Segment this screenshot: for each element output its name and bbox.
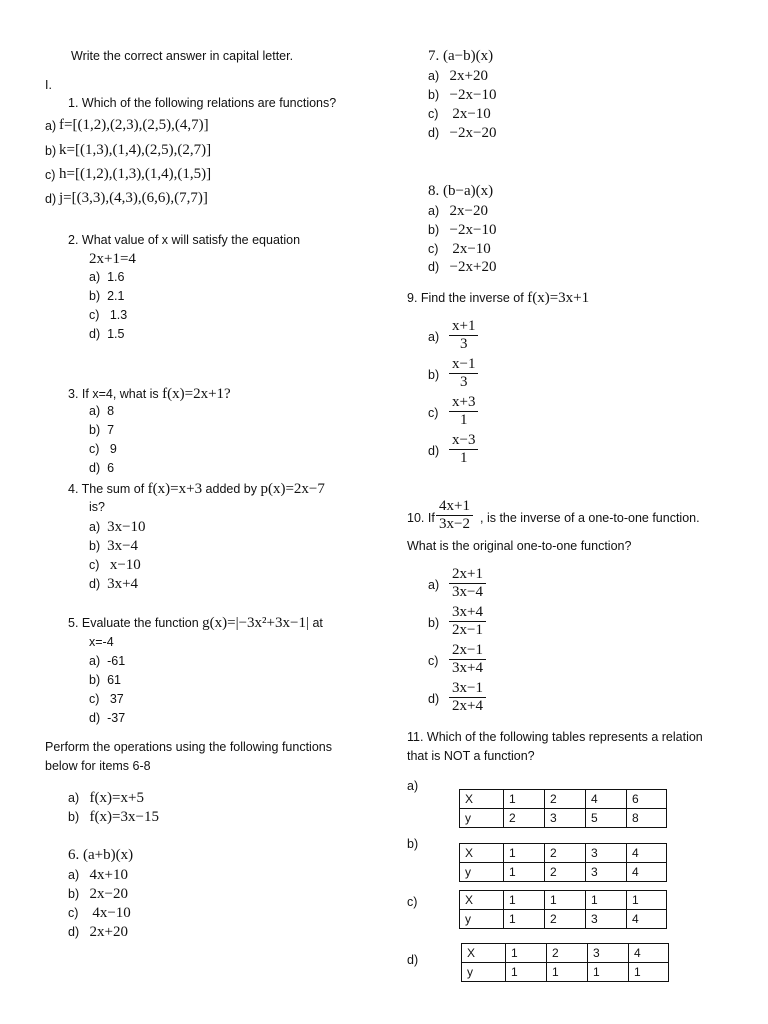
q5-option-a [89,654,125,670]
option-value: 7 [107,423,115,437]
option-value: −2x+20 [449,259,497,275]
option-value: 2x−20 [89,886,129,902]
option-label: a) [89,404,101,418]
option-label: a) [89,270,101,284]
option-label: a) [89,520,101,534]
option-label: a) [89,654,101,668]
option-label: d) [68,925,80,939]
option-label: b) [89,289,101,303]
option-value: 2x+20 [89,924,129,940]
option-value: 2.1 [107,289,125,303]
q4-stem-end: is? [89,500,105,514]
q10-question: What is the original one-to-one function? [407,539,632,553]
q9-option-b-fraction [449,356,478,391]
table-cell: 1 [504,863,545,882]
option-label: d) [45,192,57,206]
q7-option-a [428,67,488,86]
fraction-denominator: 3 [459,373,468,390]
option-label: a) [428,69,440,83]
option-value: 2x−10 [452,241,491,257]
fraction-numerator: 2x+1 [449,566,486,584]
q11-table-c-label: c) [407,895,418,909]
option-expression: j=[(3,3),(4,3),(6,6),(7,7)] [59,190,208,206]
table-row-y [460,910,667,929]
q5-stem-end: x=-4 [89,635,114,649]
table-header-cell: y [460,910,504,929]
q3-stem-expression: f(x)=2x+1? [162,386,231,402]
q10-option-c-fraction [449,642,486,677]
option-label: d) [428,126,440,140]
q10-option-d-fraction [449,680,486,715]
option-value: x−10 [109,557,141,573]
q9-option-c-fraction [449,394,478,429]
option-label: b) [89,539,101,553]
option-expression: h=[(1,2),(1,3),(1,4),(1,5)] [59,166,212,182]
option-value: 61 [107,673,121,687]
instruction-text: Write the correct answer in capital letter. [71,49,294,63]
table-cell: 1 [586,891,627,910]
option-value: 37 [109,692,124,706]
perform-text-line-1: Perform the operations using the following functions [45,740,332,754]
option-value: 9 [109,442,117,456]
q3-option-a [89,404,114,420]
q1-stem: 1. Which of the following relations are functions? [68,96,337,110]
table-cell: 3 [586,910,627,929]
option-value: 2x+20 [449,68,489,84]
table-cell: 2 [545,910,586,929]
option-label: d) [89,327,101,341]
option-label: c) [89,558,100,572]
fraction-denominator: 3x−2 [439,515,470,532]
q8-option-b [428,221,496,240]
option-value: 3x+4 [107,576,139,592]
table-header-cell: X [460,790,504,809]
table-cell: 4 [627,863,667,882]
q2-option-c [89,308,127,324]
q10-prefix: 10. If [407,511,435,525]
option-label: a) [428,204,440,218]
table-header-cell: X [460,844,504,863]
q5-option-b [89,673,121,689]
q3-stem-text: 3. If x=4, what is [68,387,163,401]
table-cell: 1 [504,790,545,809]
fraction-numerator: x−3 [449,432,478,450]
q5-stem-expression: g(x)=|−3x²+3x−1| [202,615,309,631]
table-row-x [460,790,667,809]
table-cell: 3 [586,844,627,863]
q11-table-c [459,890,667,929]
q8-stem: 8. (b−a)(x) [428,183,494,199]
table-cell: 1 [504,910,545,929]
option-value: 4x−10 [92,905,131,921]
fraction-numerator: x+1 [449,318,478,336]
q9-option-d-fraction [449,432,478,467]
perform-text-line-2: below for items 6-8 [45,759,151,773]
q5-stem-at: at [308,616,323,630]
q7-option-d [428,124,496,143]
option-label: c) [89,442,100,456]
option-value: 1.5 [107,327,125,341]
q10-option-d-label: d) [428,692,440,706]
table-cell: 2 [504,809,545,828]
option-value: 4x+10 [89,867,129,883]
table-row-x [460,844,667,863]
option-label: a) [45,119,57,133]
option-label: b) [428,88,440,102]
q9-option-b-label: b) [428,368,440,382]
table-cell: 2 [545,844,586,863]
option-label: b) [45,144,57,158]
q2-option-a [89,270,124,286]
table-cell: 1 [506,963,547,982]
q11-table-b-label: b) [407,837,419,851]
q4-option-a [89,518,146,537]
table-header-cell: y [460,863,504,882]
table-header-cell: y [460,809,504,828]
q9-option-c-label: c) [428,406,439,420]
q4-stem-mid: added by [202,482,261,496]
option-label: a) [68,791,80,805]
q5-stem-text: 5. Evaluate the function [68,616,203,630]
function-b [68,808,159,827]
table-row-y [462,963,669,982]
q4-stem-expression-2: p(x)=2x−7 [260,481,325,497]
fraction-denominator: 3 [459,335,468,352]
fraction-denominator: 1 [459,449,468,466]
option-label: d) [89,711,101,725]
q10-option-c-label: c) [428,654,439,668]
fraction-numerator: 3x+4 [449,604,486,622]
q4-option-c [89,556,141,575]
fraction-numerator: x−1 [449,356,478,374]
q7-option-b [428,86,496,105]
q10-option-a-label: a) [428,578,440,592]
q3-option-d [89,461,114,477]
function-expression: f(x)=x+5 [89,790,144,806]
option-label: c) [428,107,439,121]
option-value: 8 [107,404,115,418]
table-cell: 3 [545,809,586,828]
option-expression: k=[(1,3),(1,4),(2,5),(2,7)] [59,142,212,158]
fraction-denominator: 3x−4 [452,583,483,600]
table-cell: 4 [627,844,667,863]
table-row-y [460,863,667,882]
table-header-cell: y [462,963,506,982]
option-label: d) [89,461,101,475]
fraction-denominator: 2x−1 [452,621,483,638]
option-value: −2x−10 [449,87,497,103]
table-cell: 1 [506,944,547,963]
fraction-numerator: 2x−1 [449,642,486,660]
q8-option-a [428,202,488,221]
q9-option-a-fraction [449,318,478,353]
q3-option-b [89,423,114,439]
function-expression: f(x)=3x−15 [89,809,159,825]
q4-option-d [89,575,138,594]
option-label: c) [68,906,79,920]
option-expression: f=[(1,2),(2,3),(2,5),(4,7)] [59,117,209,133]
q5-option-d [89,711,125,727]
option-label: b) [428,223,440,237]
q3-option-c [89,442,117,458]
table-row-y [460,809,667,828]
option-value: −2x−10 [449,222,497,238]
table-cell: 1 [588,963,629,982]
table-row-x [462,944,669,963]
q11-table-d-label: d) [407,953,419,967]
q11-table-d [461,943,669,982]
q6-option-c [68,904,131,923]
q4-stem-text: 4. The sum of [68,482,148,496]
table-row-x [460,891,667,910]
table-cell: 4 [627,910,667,929]
option-value: -61 [107,654,126,668]
q2-option-d [89,327,124,343]
option-value: 3x−10 [107,519,146,535]
q11-stem-line-1: 11. Which of the following tables represents a relation [407,730,703,744]
q10-fraction [436,498,473,533]
fraction-denominator: 3x+4 [452,659,483,676]
table-cell: 2 [545,863,586,882]
option-label: b) [89,423,101,437]
q3-stem [68,385,231,404]
q8-option-d [428,258,496,277]
option-value: 2x−20 [449,203,489,219]
option-label: c) [428,242,439,256]
q2-equation: 2x+1=4 [89,251,136,267]
q4-option-b [89,537,138,556]
q4-stem-expression-1: f(x)=x+3 [147,481,203,497]
option-label: b) [68,887,80,901]
function-a [68,789,144,808]
table-cell: 1 [504,891,545,910]
option-value: −2x−20 [449,125,497,141]
q6-option-b [68,885,128,904]
table-cell: 2 [547,944,588,963]
option-value: 2x−10 [452,106,491,122]
table-cell: 6 [627,790,667,809]
option-value: 1.3 [109,308,128,322]
table-cell: 1 [504,844,545,863]
option-label: c) [89,308,100,322]
option-value: 1.6 [107,270,125,284]
table-cell: 1 [629,963,669,982]
q11-table-b [459,843,667,882]
fraction-numerator: x+3 [449,394,478,412]
q9-option-a-label: a) [428,330,440,344]
q10-option-b-label: b) [428,616,440,630]
fraction-numerator: 3x−1 [449,680,486,698]
fraction-numerator: 4x+1 [436,498,473,516]
table-cell: 1 [547,963,588,982]
option-label: b) [68,810,80,824]
table-cell: 4 [586,790,627,809]
table-cell: 5 [586,809,627,828]
option-label: c) [45,168,56,182]
q11-table-a [459,789,667,828]
q2-stem: 2. What value of x will satisfy the equation [68,233,301,247]
option-label: d) [89,577,101,591]
table-cell: 1 [627,891,667,910]
q7-option-c [428,105,491,124]
table-header-cell: X [460,891,504,910]
q10-option-a-fraction [449,566,486,601]
q10-option-b-fraction [449,604,486,639]
q4-stem [68,480,325,499]
table-cell: 3 [586,863,627,882]
q6-stem: 6. (a+b)(x) [68,847,134,863]
q9-stem-text: 9. Find the inverse of [407,291,528,305]
table-cell: 1 [545,891,586,910]
section-label: I. [45,78,52,92]
table-cell: 4 [629,944,669,963]
q11-stem-line-2: that is NOT a function? [407,749,535,763]
q2-option-b [89,289,124,305]
option-label: d) [428,260,440,274]
q6-option-d [68,923,128,942]
option-label: b) [89,673,101,687]
q10-suffix: , is the inverse of a one-to-one function. [480,511,700,525]
q8-option-c [428,240,491,259]
q7-stem: 7. (a−b)(x) [428,48,494,64]
table-cell: 8 [627,809,667,828]
q5-option-c [89,692,124,708]
q11-table-a-label: a) [407,779,419,793]
option-value: 3x−4 [107,538,139,554]
q6-option-a [68,866,128,885]
fraction-denominator: 1 [459,411,468,428]
q9-stem [407,289,589,308]
option-label: a) [68,868,80,882]
table-header-cell: X [462,944,506,963]
option-label: c) [89,692,100,706]
q5-stem [68,614,323,633]
q9-option-d-label: d) [428,444,440,458]
table-cell: 3 [588,944,629,963]
option-value: 6 [107,461,115,475]
fraction-denominator: 2x+4 [452,697,483,714]
option-value: -37 [107,711,126,725]
table-cell: 2 [545,790,586,809]
q9-stem-expression: f(x)=3x+1 [527,290,590,306]
